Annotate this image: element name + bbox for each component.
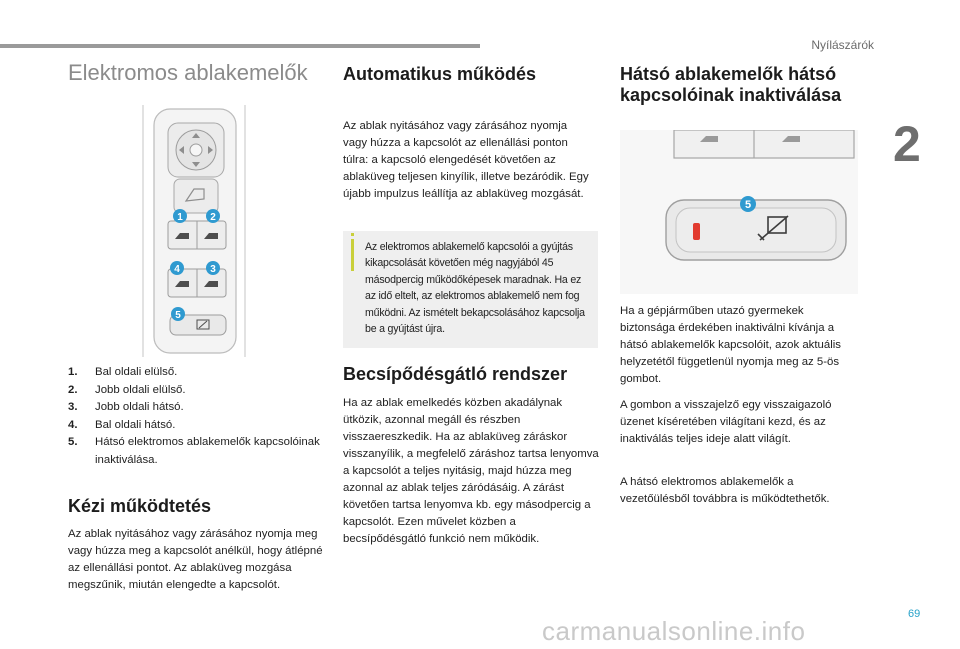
rear-para-3: A hátsó elektromos ablakemelők a vezetőülésből továbbra is működtethetők. xyxy=(620,476,830,505)
callout-2 xyxy=(206,209,220,223)
anti-pinch-section xyxy=(343,364,601,548)
svg-text:2: 2 xyxy=(210,212,216,223)
manual-text: Az ablak nyitásához vagy zárásához nyomja meg vagy húzza meg a kapcsolót anélkül, hogy átlépné az ellenállási pontot. Az ablaküveg mozgása megszűnik, miután elengedte a kapcsolót. xyxy=(68,527,323,591)
manual-section xyxy=(68,496,330,594)
svg-text:3: 3 xyxy=(210,264,216,275)
column-1 xyxy=(68,60,328,86)
rear-lock-switch-figure xyxy=(620,130,858,294)
rear-deactivation-body xyxy=(620,303,856,508)
auto-heading: Automatikus működés xyxy=(343,64,537,84)
callout-3 xyxy=(206,261,220,275)
svg-text:1: 1 xyxy=(177,212,183,223)
rear-para-2: A gombon a visszajelző egy visszaigazoló üzenet kíséretében világítani kezd, és az inaktiválás teljes ideje alatt világít. xyxy=(620,399,832,445)
callout-5 xyxy=(171,307,185,321)
header-rule xyxy=(0,44,480,48)
legend-item: 1. Bal oldali elülső. xyxy=(68,366,178,378)
column-3 xyxy=(620,64,860,105)
legend-item: 2. Jobb oldali elülső. xyxy=(68,383,186,396)
legend-item: 3. Jobb oldali hátsó. xyxy=(68,401,184,414)
section-label: Nyílászárók xyxy=(811,38,874,52)
callout-1 xyxy=(173,209,187,223)
anti-pinch-text: Ha az ablak emelkedés közben akadálynak ütközik, azonnal megáll és részben visszaereszkedik. Ha az ablaküveg záráskor visszanyílik, a megfelelő záráshoz tartsa lenyomva a kapcsolót a teljes nyitásig, majd húzza meg azonnal az ablak teljes záródásáig. A zárást követően tartsa lenyomva kb. egy másodpercig a kapcsolót. Ezen művelet közben a becsípődésgátló funkció nem működik. xyxy=(343,396,599,545)
legend-item: 5. Hátsó elektromos ablakemelők kapcsolóinak inaktiválása. xyxy=(68,436,320,466)
callout-5 xyxy=(740,196,756,212)
svg-text:5: 5 xyxy=(175,310,181,321)
rear-para-1: Ha a gépjárműben utazó gyermekek biztonsága érdekében inaktiválni kívánja a hátsó ablakemelők kapcsolóit, azok aktuális helyzetétől függetlenül nyomja meg az 5-ös gombot. xyxy=(620,305,841,385)
column-2 xyxy=(343,64,601,203)
watermark: carmanualsonline.info xyxy=(542,616,806,646)
legend-item: 4. Bal oldali hátsó. xyxy=(68,418,176,431)
anti-pinch-heading: Becsípődésgátló rendszer xyxy=(343,364,568,384)
page-number: 69 xyxy=(908,608,921,620)
rear-deactivation-heading: Hátsó ablakemelők hátsó kapcsolóinak inaktiválása xyxy=(620,64,842,105)
info-note xyxy=(343,231,598,348)
auto-text: Az ablak nyitásához vagy zárásához nyomja vagy húzza a kapcsolót az ellenállási ponton túlra: a kapcsoló elengedését követően az ablaküveg teljesen kinyílik, illetve bezáródik. Egy újabb impulzus leállítja az ablaküveg mozgását. xyxy=(343,119,589,200)
callout-4 xyxy=(170,261,184,275)
window-switch-panel-figure xyxy=(140,105,248,357)
indicator-led xyxy=(693,223,700,240)
chapter-number: 2 xyxy=(893,116,921,172)
page-title: Elektromos ablakemelők xyxy=(68,60,308,85)
svg-text:4: 4 xyxy=(174,264,180,275)
figure-legend xyxy=(68,364,328,470)
info-icon xyxy=(351,239,354,271)
svg-text:5: 5 xyxy=(744,199,752,211)
manual-heading: Kézi működtetés xyxy=(68,496,212,516)
info-note-text: Az elektromos ablakemelő kapcsolói a gyújtás kikapcsolását követően még nagyjából 45 másodpercig működőképesek maradnak. Ha ez az idő eltelt, az elektromos ablakemelő nem fog működni. Az ismételt bekapcsolásához kapcsolja be a gyújtást újra. xyxy=(365,241,585,336)
